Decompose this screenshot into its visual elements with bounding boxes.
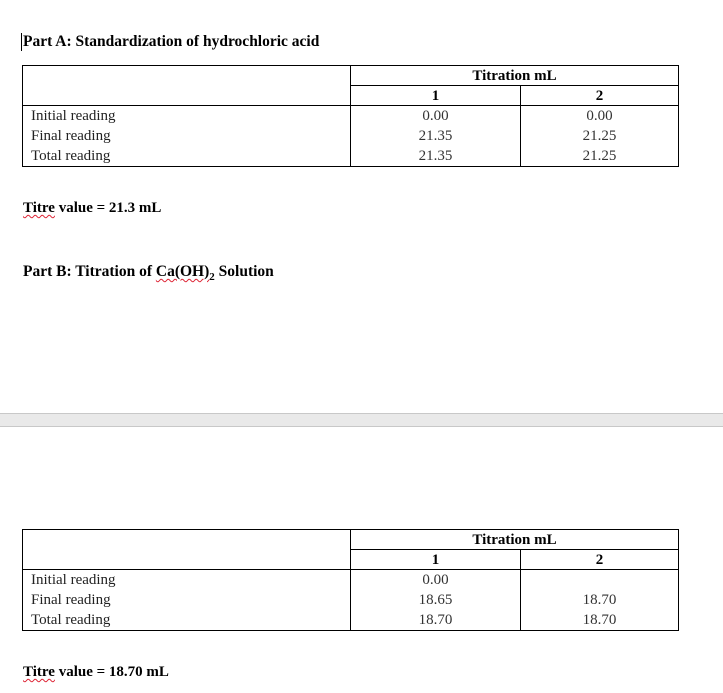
titre-value-text: value = 21.3 mL <box>54 200 162 216</box>
final-reading-trial-2: 21.25 <box>582 128 617 144</box>
table-header-row <box>23 66 679 86</box>
final-reading-label: Final reading <box>31 128 111 144</box>
table-row <box>23 106 679 167</box>
row-labels-cell <box>23 106 351 167</box>
total-reading-label: Total reading <box>31 612 111 628</box>
total-reading-label: Total reading <box>31 148 111 164</box>
trial-2-header: 2 <box>521 550 679 570</box>
final-reading-trial-2: 18.70 <box>582 592 617 608</box>
trial-2-values-cell <box>521 570 679 631</box>
total-reading-trial-2: 18.70 <box>582 612 617 628</box>
part-b-titre-value <box>23 663 169 681</box>
part-b-heading-suffix: Solution <box>214 263 274 280</box>
titre-value-text: value = 18.70 mL <box>54 664 169 680</box>
trial-1-header: 1 <box>351 550 521 570</box>
final-reading-trial-1: 18.65 <box>418 592 453 608</box>
table-row <box>23 570 679 631</box>
part-a-table <box>22 65 679 167</box>
formula-text: Ca(OH) <box>155 263 210 280</box>
titration-group-header: Titration mL <box>351 530 679 550</box>
row-labels-cell <box>23 570 351 631</box>
trial-1-values-cell <box>351 106 521 167</box>
part-b-heading <box>23 263 274 286</box>
text-cursor <box>21 33 22 51</box>
table-corner-cell <box>23 530 351 570</box>
initial-reading-trial-2: 0.00 <box>586 108 613 124</box>
titration-group-header: Titration mL <box>351 66 679 86</box>
initial-reading-label: Initial reading <box>31 108 116 124</box>
initial-reading-trial-1: 0.00 <box>422 108 449 124</box>
final-reading-label: Final reading <box>31 592 111 608</box>
part-a-heading: Part A: Standardization of hydrochloric acid <box>23 33 320 50</box>
titre-word: Titre <box>23 200 55 216</box>
initial-reading-trial-2 <box>521 570 678 590</box>
final-reading-trial-1: 21.35 <box>418 128 453 144</box>
formula-subscript: 2 <box>209 271 215 284</box>
part-b-table <box>22 529 679 631</box>
trial-1-header: 1 <box>351 86 521 106</box>
total-reading-trial-1: 21.35 <box>418 148 453 164</box>
titre-word: Titre <box>23 664 55 680</box>
total-reading-trial-1: 18.70 <box>418 612 453 628</box>
page-break <box>0 413 723 427</box>
part-a-titre-value <box>23 199 161 217</box>
part-b-heading-prefix: Part B: Titration of <box>23 263 156 280</box>
calcium-hydroxide-formula <box>155 263 215 284</box>
initial-reading-label: Initial reading <box>31 572 116 588</box>
table-corner-cell <box>23 66 351 106</box>
initial-reading-trial-1: 0.00 <box>422 572 449 588</box>
table-header-row <box>23 530 679 550</box>
trial-2-values-cell <box>521 106 679 167</box>
trial-1-values-cell <box>351 570 521 631</box>
total-reading-trial-2: 21.25 <box>582 148 617 164</box>
trial-2-header: 2 <box>521 86 679 106</box>
